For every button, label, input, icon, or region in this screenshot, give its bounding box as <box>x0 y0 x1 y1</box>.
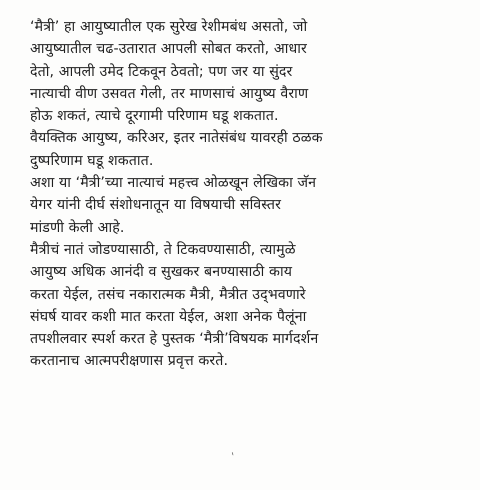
text-line-16: करतानाच आत्मपरीक्षणास प्रवृत्त करते. <box>30 353 229 370</box>
text-line-1: ‘मैत्री’ हा आयुष्यातील एक सुरेख रेशीमबंध असतो, जो <box>30 19 308 35</box>
text-line-3: देतो, आपली उमेद टिकवून ठेवतो; पण जर या सुंदर <box>30 63 293 80</box>
text-line-14: संघर्ष यावर कशी मात करता येईल, अशा अनेक पैलूंना <box>30 308 307 325</box>
text-line-5: होऊ शकतं, त्याचे दूरगामी परिणाम घडू शकतात. <box>30 108 279 125</box>
text-line-6: वैयक्तिक आयुष्य, करिअर, इतर नातेसंबंध यावरही ठळक <box>30 130 323 147</box>
stray-mark: ˋ <box>225 450 237 466</box>
text-line-13: करता येईल, तसंच नकारात्मक मैत्री, मैत्रीत उद्‌भवणारे <box>30 286 306 303</box>
text-line-9: येगर यांनी दीर्घ संशोधनातून या विषयाची सविस्तर <box>30 197 281 214</box>
text-line-8: अशा या ‘मैत्री’च्या नात्याचं महत्त्व ओळखून लेखिका जॅन <box>30 175 317 192</box>
text-line-11: मैत्रीचं नातं जोडण्यासाठी, ते टिकवण्यासाठी, त्यामुळे <box>30 241 296 258</box>
text-line-4: नात्याची वीण उसवत गेली, तर माणसाचं आयुष्य वैराण <box>30 85 309 102</box>
text-line-12: आयुष्य अधिक आनंदी व सुखकर बनण्यासाठी काय <box>30 264 293 281</box>
text-line-15: तपशीलवार स्पर्श करत हे पुस्तक ‘मैत्री’विषयक मार्गदर्शन <box>30 331 319 348</box>
text-line-7: दुष्परिणाम घडू शकतात. <box>30 152 154 169</box>
text-line-10: मांडणी केली आहे. <box>30 219 125 236</box>
body-text <box>30 16 470 373</box>
text-line-2: आयुष्यातील चढ-उतारात आपली सोबत करतो, आधार <box>30 41 307 58</box>
